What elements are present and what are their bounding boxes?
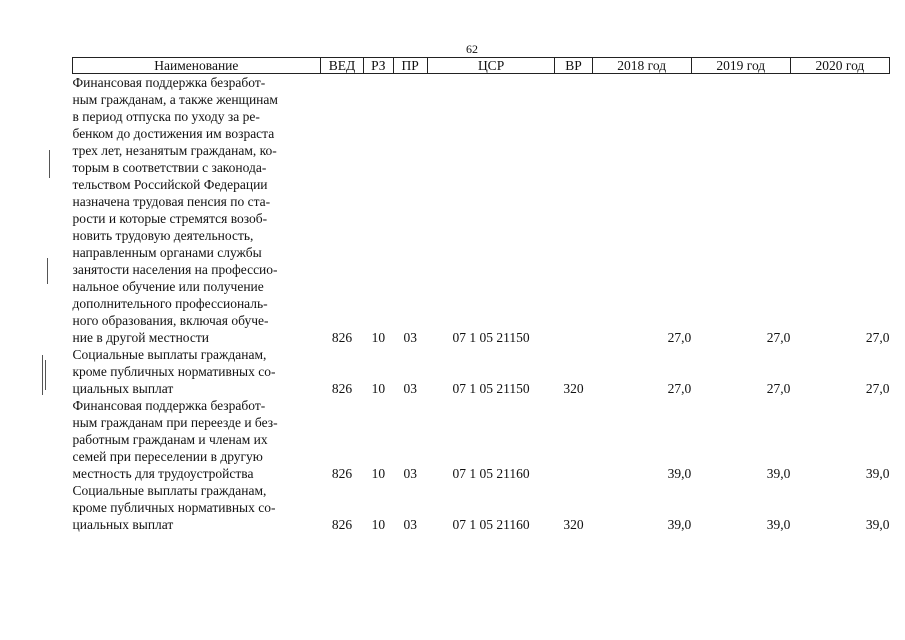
table-row: [73, 397, 890, 482]
row-value-2019: 39,0: [766, 466, 791, 481]
row-vr: [555, 74, 592, 347]
budget-table: [72, 57, 890, 533]
row-name: Социальные выплаты гражданам, кроме публичных нормативных со- циальных выплат: [72, 347, 276, 396]
row-ved: 826: [331, 381, 353, 396]
header-ved: ВЕД: [320, 58, 363, 74]
table-header-row: [73, 58, 890, 74]
row-value-2018: 27,0: [667, 381, 692, 396]
row-value-2020: 27,0: [865, 381, 890, 396]
row-value-2019: 39,0: [766, 517, 791, 532]
scan-mark: [49, 150, 50, 178]
header-2019: 2019 год: [691, 58, 790, 74]
page-number: 62: [466, 42, 478, 56]
row-ved: 826: [331, 330, 353, 345]
table-body: [73, 74, 890, 534]
row-vr: 320: [563, 381, 584, 396]
row-vr: [555, 397, 592, 482]
row-pr: 03: [403, 466, 417, 481]
table-row: [73, 74, 890, 347]
header-rz: РЗ: [364, 58, 393, 74]
row-pr: 03: [403, 381, 417, 396]
row-value-2020: 27,0: [865, 330, 890, 345]
row-value-2018: 39,0: [667, 517, 692, 532]
row-rz: 10: [371, 330, 386, 345]
scan-mark: [42, 355, 43, 395]
header-2018: 2018 год: [592, 58, 691, 74]
row-ved: 826: [331, 517, 353, 532]
row-csr: 07 1 05 21150: [452, 381, 530, 396]
row-csr: 07 1 05 21160: [452, 466, 530, 481]
row-pr: 03: [403, 517, 417, 532]
header-vr: ВР: [555, 58, 592, 74]
row-value-2020: 39,0: [865, 466, 890, 481]
row-name: Социальные выплаты гражданам, кроме публичных нормативных со- циальных выплат: [72, 483, 276, 532]
table-row: [73, 346, 890, 397]
row-value-2019: 27,0: [766, 330, 791, 345]
row-value-2018: 27,0: [667, 330, 692, 345]
row-rz: 10: [371, 466, 386, 481]
row-name: Финансовая поддержка безработ- ным гражданам при переезде и без- работным гражданам и членам их семей при переселении в другую местность для трудоустройства: [72, 398, 278, 481]
row-vr: 320: [563, 517, 584, 532]
row-csr: 07 1 05 21160: [452, 517, 530, 532]
row-rz: 10: [371, 381, 386, 396]
scan-mark: [47, 258, 48, 284]
header-pr: ПР: [393, 58, 427, 74]
row-value-2020: 39,0: [865, 517, 890, 532]
row-rz: 10: [371, 517, 386, 532]
header-2020: 2020 год: [790, 58, 889, 74]
row-name: Финансовая поддержка безработ- ным гражданам, а также женщинам в период отпуска по уходу за ре- бенком до достижения им возраста трех лет, незанятым гражданам, ко- торым в соответствии с законода- тельством Российской Федерации назначена трудовая пенсия по ста- рости и которые стремятся возоб- новить трудовую деятельность, направленным органами службы занятости населения на профессио- нальное обучение или получение дополнительного профессиональ- ного образования, включая обуче- ние в другой местности: [72, 75, 278, 345]
row-ved: 826: [331, 466, 353, 481]
header-name: Наименование: [73, 58, 321, 74]
row-value-2018: 39,0: [667, 466, 692, 481]
table-row: [73, 482, 890, 533]
header-csr: ЦСР: [427, 58, 554, 74]
row-csr: 07 1 05 21150: [452, 330, 530, 345]
scan-mark: [45, 360, 46, 390]
row-value-2019: 27,0: [766, 381, 791, 396]
row-pr: 03: [403, 330, 417, 345]
